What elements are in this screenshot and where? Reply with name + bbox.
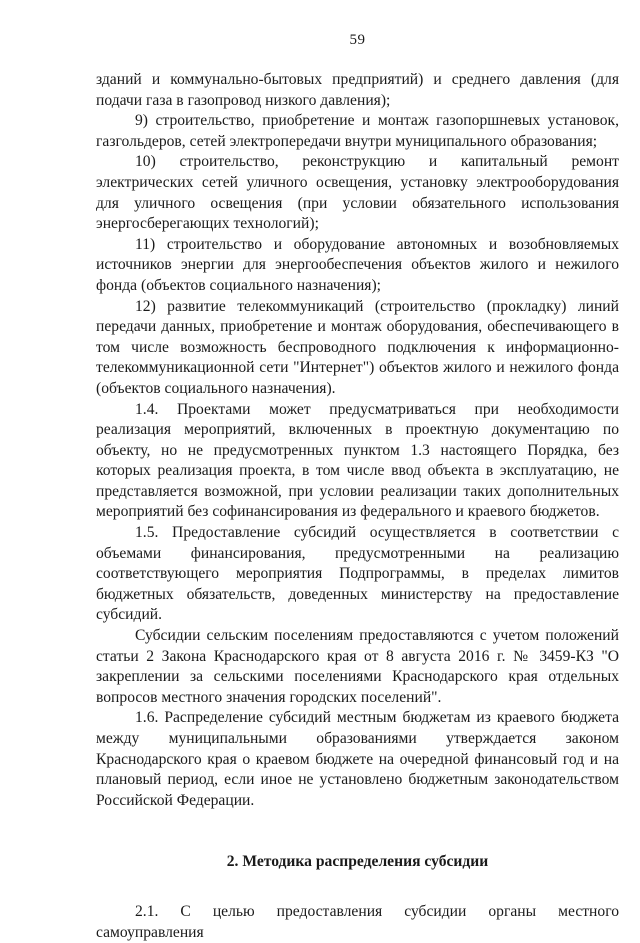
page-number: 59 xyxy=(349,32,366,48)
paragraph-item-12: 12) развитие телекоммуникаций (строительство (прокладку) линий передачи данных, приобретение и монтаж оборудования, обеспечивающего в том числе возможность беспроводного подключения к информационно-телекоммуникационной сети "Интернет") объектов жилого и нежилого фонда (объектов социального назначения). xyxy=(96,297,619,397)
paragraph-1-4: 1.4. Проектами может предусматриваться при необходимости реализация мероприятий, включенных в проектную документацию по объекту, но не предусмотренных пунктом 1.3 настоящего Порядка, без которых реализация проекта, в том числе ввод объекта в эксплуатацию, не представляется возможной, при условии реализации таких дополнительных мероприятий без софинансирования из федерального и краевого бюджетов. xyxy=(96,400,619,521)
paragraph-subsidies-rural: Субсидии сельским поселениям предоставляются с учетом положений статьи 2 Закона Краснодарского края от 8 августа 2016 г. № 3459-КЗ "О закреплении за сельскими поселениями Краснодарского края отдельных вопросов местного значения городских поселений". xyxy=(96,627,619,706)
paragraph-1-6: 1.6. Распределение субсидий местным бюджетам из краевого бюджета между муниципальными образованиями утверждается законом Краснодарского края о краевом бюджете на очередной финансовый год и на плановый период, если иное не установлено бюджетным законодательством Российской Федерации. xyxy=(96,709,619,809)
document-body xyxy=(96,70,619,943)
paragraph-item-9: 9) строительство, приобретение и монтаж газопоршневых установок, газгольдеров, сетей электропередачи внутри муниципального образования; xyxy=(96,112,619,150)
paragraph-2-1: 2.1. С целью предоставления субсидии органы местного самоуправления xyxy=(96,902,619,941)
paragraph-continuation: зданий и коммунально-бытовых предприятий) и среднего давления (для подачи газа в газопровод низкого давления); xyxy=(96,71,619,109)
paragraph-item-11: 11) строительство и оборудование автономных и возобновляемых источников энергии для энергообеспечения объектов жилого и нежилого фонда (объектов социального назначения); xyxy=(96,235,619,294)
section-heading: 2. Методика распределения субсидии xyxy=(226,853,489,871)
paragraph-item-10: 10) строительство, реконструкцию и капитальный ремонт электрических сетей уличного освещения, установку электрооборудования для уличного освещения (при условии обязательного использования энергосберегающих технологий); xyxy=(96,153,619,233)
paragraph-1-5: 1.5. Предоставление субсидий осуществляется в соответствии с объемами финансирования, предусмотренными на реализацию соответствующего мероприятия Подпрограммы, в пределах лимитов бюджетных обязательств, доведенных министерству на предоставление субсидий. xyxy=(96,524,619,624)
